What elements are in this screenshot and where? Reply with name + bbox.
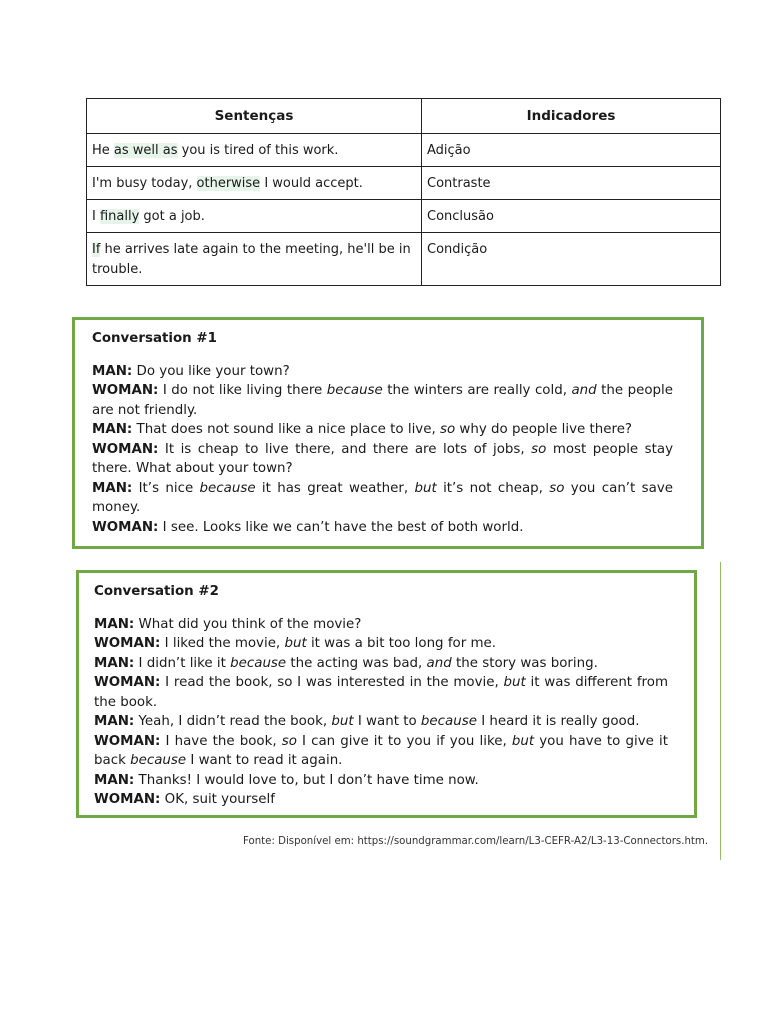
connector-word: because (199, 480, 256, 496)
dialogue-text: the acting was bad, (286, 655, 427, 671)
dialogue-text: you have to give it back (94, 733, 668, 768)
dialogue-text: the story was boring. (451, 655, 598, 671)
conversation-lines (92, 362, 673, 538)
dialogue-text: That does not sound like a nice place to live, (132, 422, 440, 437)
indicator-cell: Contraste (422, 167, 721, 200)
sentence-cell: I finally got a job. (87, 200, 422, 233)
dialogue-text: I want to (353, 714, 421, 729)
indicator-cell: Conclusão (422, 200, 721, 233)
table-row (87, 167, 721, 200)
dialogue-line (94, 634, 668, 654)
conversation-1-box (72, 317, 704, 549)
dialogue-line (94, 732, 668, 771)
speaker-label: WOMAN: (94, 792, 161, 807)
header-sentencas: Sentenças (87, 99, 422, 134)
table-row (87, 134, 721, 167)
speaker-label: MAN: (94, 655, 135, 671)
dialogue-text: I can give it to you if you like, (296, 733, 512, 749)
speaker-label: WOMAN: (92, 519, 159, 535)
dialogue-text: I have the book, (160, 733, 282, 749)
connector-highlight: finally (99, 209, 140, 224)
dialogue-line (92, 362, 673, 382)
speaker-label: WOMAN: (94, 636, 161, 651)
dialogue-text: It’s nice (132, 480, 200, 496)
speaker-label: MAN: (92, 480, 133, 496)
conversation-2-box (76, 570, 697, 818)
connector-word: so (440, 422, 456, 437)
dialogue-line (94, 615, 668, 635)
dialogue-text: What did you think of the movie? (134, 616, 362, 632)
connector-word: because (130, 753, 187, 768)
connector-word: but (511, 733, 535, 749)
speaker-label: MAN: (94, 772, 135, 788)
connector-highlight: otherwise (196, 176, 261, 191)
dialogue-text: It is cheap to live there, and there are lots of jobs, (158, 441, 532, 457)
connector-highlight: as well as (113, 143, 178, 158)
speaker-label: WOMAN: (94, 675, 161, 690)
dialogue-text: Yeah, I didn’t read the book, (134, 714, 332, 729)
indicator-cell: Condição (422, 233, 721, 286)
dialogue-line (94, 771, 668, 791)
connector-word: so (549, 480, 565, 496)
dialogue-text: the people are not friendly. (92, 383, 673, 418)
dialogue-text: OK, suit yourself (160, 792, 275, 807)
connector-word: because (420, 714, 477, 729)
dialogue-text: Thanks! I would love to, but I don’t have time now. (134, 772, 479, 788)
speaker-label: MAN: (94, 616, 135, 632)
dialogue-line (92, 381, 673, 420)
dialogue-line (92, 420, 673, 440)
dialogue-line (92, 479, 673, 518)
speaker-label: MAN: (92, 422, 133, 437)
connectors-table (86, 98, 721, 286)
dialogue-text: I read the book, so I was interested in the movie, (160, 675, 504, 690)
sentence-cell: He as well as you is tired of this work. (87, 134, 422, 167)
connector-word: but (503, 675, 526, 690)
dialogue-text: I see. Looks like we can’t have the best of both world. (158, 519, 524, 535)
sentence-cell: I'm busy today, otherwise I would accept. (87, 167, 422, 200)
indicator-cell: Adição (422, 134, 721, 167)
dialogue-text: I liked the movie, (160, 636, 285, 651)
connector-word: and (426, 655, 452, 671)
conversation-lines (94, 615, 668, 810)
connector-word: and (571, 383, 597, 398)
dialogue-line (92, 518, 673, 538)
dialogue-text: you can’t save money. (92, 480, 673, 515)
connector-word: because (326, 383, 383, 398)
dialogue-text: it was a bit too long for me. (306, 636, 497, 651)
conversation-title: Conversation #2 (94, 584, 219, 599)
dialogue-text: I want to read it again. (186, 753, 343, 768)
speaker-label: MAN: (94, 714, 135, 729)
connector-word: so (281, 733, 297, 749)
connector-word: but (284, 636, 307, 651)
connector-word: but (414, 480, 437, 496)
dialogue-line (92, 440, 673, 479)
dialogue-text: I heard it is really good. (476, 714, 640, 729)
dialogue-line (94, 673, 668, 712)
connector-word: so (531, 441, 547, 457)
dialogue-text: why do people live there? (455, 422, 633, 437)
speaker-label: WOMAN: (92, 441, 159, 457)
speaker-label: WOMAN: (94, 733, 161, 749)
table-row (87, 200, 721, 233)
sentence-cell: If he arrives late again to the meeting, he'll be in trouble. (87, 233, 422, 286)
connector-word: but (331, 714, 354, 729)
dialogue-text: it’s not cheap, (436, 480, 550, 496)
source-citation: Fonte: Disponível em: https://soundgrammar.com/learn/L3-CEFR-A2/L3-13-Connectors.htm. (243, 836, 709, 847)
dialogue-text: the winters are really cold, (382, 383, 572, 398)
dialogue-line (94, 654, 668, 674)
dialogue-line (94, 712, 668, 732)
conversation-title: Conversation #1 (92, 331, 217, 346)
margin-divider (720, 562, 721, 860)
dialogue-text: I do not like living there (158, 383, 327, 398)
dialogue-line (94, 790, 668, 810)
dialogue-text: it was different from the book. (94, 675, 668, 710)
header-indicadores: Indicadores (422, 99, 721, 134)
dialogue-text: I didn’t like it (134, 655, 231, 671)
speaker-label: MAN: (92, 363, 133, 379)
dialogue-text: Do you like your town? (132, 363, 290, 379)
speaker-label: WOMAN: (92, 383, 159, 398)
table-row (87, 233, 721, 286)
dialogue-text: it has great weather, (255, 480, 415, 496)
dialogue-text: most people stay there. What about your town? (92, 441, 674, 476)
connector-word: because (230, 655, 287, 671)
connector-highlight: If (92, 242, 101, 257)
